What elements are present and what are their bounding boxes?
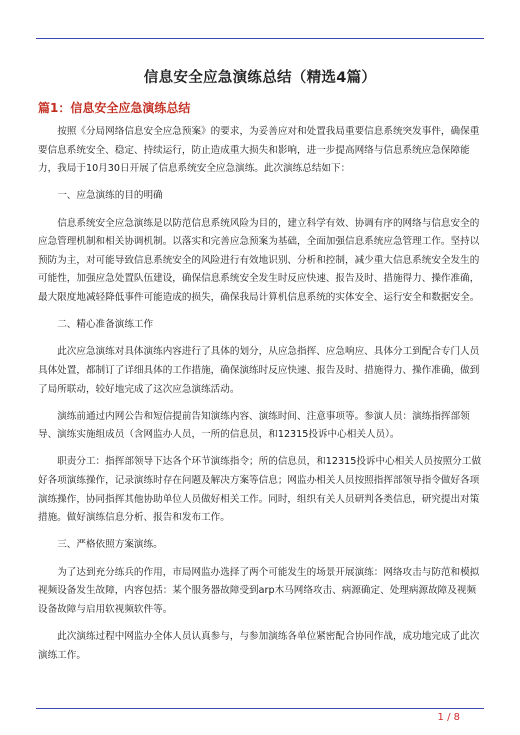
document-body <box>38 123 482 674</box>
subheading: 三、严格依照方案演练。 <box>57 539 163 551</box>
paragraph: 此次应急演练对具体演练内容进行了具体的划分，从应急指挥、应急响应、具体分工到配合专门人员具体处置，都制订了详细具体的工作措施，确保演练时反应快速、报告及时、措施得力、操作准确，做到了局所联动，较好地完成了这次应急演练活动。 <box>38 346 480 395</box>
document-title: 信息安全应急演练总结（精选4篇） <box>143 70 377 86</box>
paragraph: 为了达到充分练兵的作用，市局网监办选择了两个可能发生的场景开展演练：网络攻击与防范和模拟视频设备发生故障，内容包括：某个服务器故障受到arp木马网络攻击、病源确定、处理病源故障及视频设备故障与启用软视频软件等。 <box>38 566 480 615</box>
paragraph: 此次演练过程中网监办全体人员认真参与，与参加演练各单位紧密配合协同作战，成功地完成了此次演练工作。 <box>38 631 480 661</box>
page-number: 1 / 8 <box>437 712 460 723</box>
paragraph: 职责分工：指挥部领导下达各个环节演练指令；所的信息员，和12315投诉中心相关人员按照分工做好各项演练操作，记录演练时存在问题及解决方案等信息；网监办相关人员按照指挥部领导指令做好各项演练操作，协同指挥其他协助单位人员做好相关工作。同时，组织有关人员研判各类信息，研究提出对策措施。做好演练信息分析、报告和发布工作。 <box>38 456 482 524</box>
subheading: 一、应急演练的目的明确 <box>57 190 163 202</box>
section-title: 篇1：信息安全应急演练总结 <box>38 101 191 115</box>
header-rule <box>36 38 484 39</box>
paragraph: 按照《分局网络信息安全应急预案》的要求，为妥善应对和处置我局重要信息系统突发事件，确保重要信息系统安全、稳定、持续运行，防止造成重大损失和影响，进一步提高网络与信息系统应急保障能力，我局于10月30日开展了信息系统安全应急演练。此次演练总结如下： <box>38 126 480 175</box>
subheading: 二、精心准备演练工作 <box>57 319 154 331</box>
footer-rule <box>36 708 484 709</box>
paragraph: 信息系统安全应急演练是以防范信息系统风险为目的，建立科学有效、协调有序的网络与信息安全的应急管理机制和相关协调机制。以落实和完善应急预案为基础，全面加强信息系统应急管理工作。坚持以预防为主，对可能导致信息系统安全的风险进行有效地识别、分析和控制，减少重大信息系统安全发生的可能性，加强应急处置队伍建设，确保信息系统安全发生时反应快速、报告及时、措施得力、操作准确，最大限度地减轻降低事件可能造成的损失，确保我局计算机信息系统的实体安全、运行安全和数据安全。 <box>38 217 480 303</box>
paragraph: 演练前通过内网公告和短信提前告知演练内容、演练时间、注意事项等。参演人员：演练指挥部领导、演练实施组成员（含网监办人员，一所的信息员，和12315投诉中心相关人员）。 <box>38 410 470 441</box>
